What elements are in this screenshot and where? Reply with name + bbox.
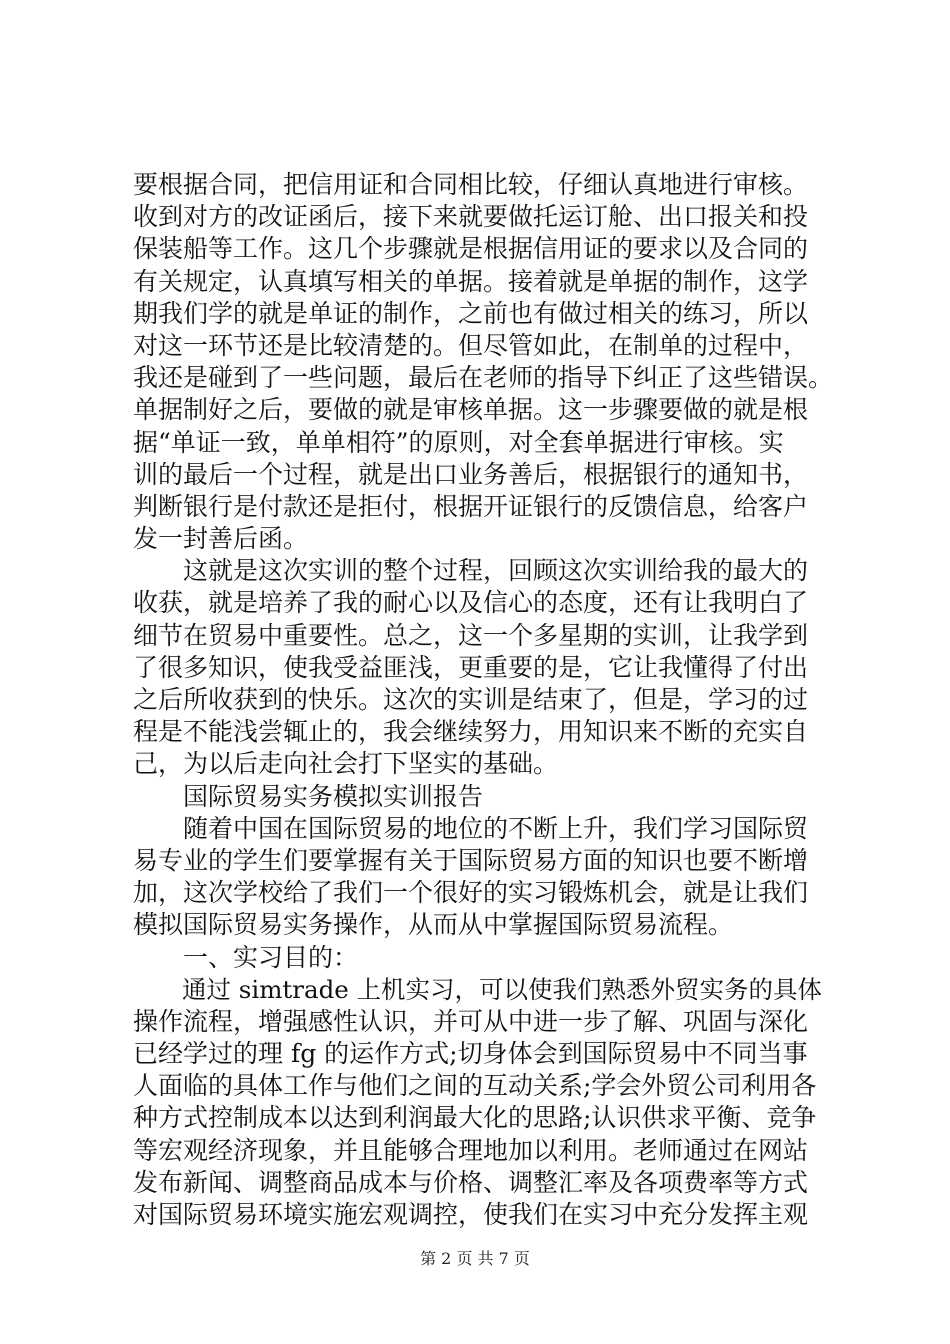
text-line: 程是不能浅尝辄止的，我会继续努力，用知识来不断的充实自 <box>133 717 809 747</box>
text-line: 保装船等工作。这几个步骤就是根据信用证的要求以及合同的 <box>133 234 809 264</box>
text-line: 要根据合同，把信用证和合同相比较，仔细认真地进行审核。 <box>133 170 809 199</box>
text-line: 模拟国际贸易实务操作，从而从中掌握国际贸易流程。 <box>133 910 734 940</box>
text-line: 收到对方的改证函后，接下来就要做托运订舱、出口报关和投 <box>133 202 809 232</box>
text-line: 国际贸易实务模拟实训报告 <box>133 781 484 811</box>
text-line: 一、实习目的： <box>133 942 359 972</box>
text-line: 已经学过的理 fg 的运作方式;切身体会到国际贸易中不同当事 <box>133 1039 808 1069</box>
text-line: 通过 simtrade 上机实习，可以使我们熟悉外贸实务的具体 <box>133 974 823 1004</box>
text-line: 我还是碰到了一些问题，最后在老师的指导下纠正了这些错误。 <box>133 363 834 393</box>
text-line: 易专业的学生们要掌握有关于国际贸易方面的知识也要不断增 <box>133 845 809 875</box>
text-line: 对这一环节还是比较清楚的。但尽管如此，在制单的过程中， <box>133 330 809 360</box>
text-line: 单据制好之后，要做的就是审核单据。这一步骤要做的就是根 <box>133 395 809 425</box>
text-line: 细节在贸易中重要性。总之，这一个多星期的实训，让我学到 <box>133 620 809 650</box>
text-line: 对国际贸易环境实施宏观调控，使我们在实习中充分发挥主观 <box>133 1200 809 1229</box>
text-line: 这就是这次实训的整个过程，回顾这次实训给我的最大的 <box>133 556 809 586</box>
text-line: 判断银行是付款还是拒付，根据开证银行的反馈信息，给客户 <box>133 491 809 521</box>
text-line: 己，为以后走向社会打下坚实的基础。 <box>133 749 559 779</box>
text-line: 据“单证一致，单单相符”的原则，对全套单据进行审核。实 <box>133 427 784 457</box>
text-line: 收获，就是培养了我的耐心以及信心的态度，还有让我明白了 <box>133 588 809 618</box>
text-line: 发一封善后函。 <box>133 524 309 554</box>
text-line: 之后所收获到的快乐。这次的实训是结束了，但是，学习的过 <box>133 685 809 714</box>
document-body <box>133 169 833 1231</box>
text-line: 发布新闻、调整商品成本与价格、调整汇率及各项费率等方式 <box>133 1167 809 1197</box>
text-line: 随着中国在国际贸易的地位的不断上升，我们学习国际贸 <box>133 813 809 843</box>
text-line: 人面临的具体工作与他们之间的互动关系;学会外贸公司利用各 <box>133 1071 817 1101</box>
text-line: 有关规定，认真填写相关的单据。接着就是单据的制作，这学 <box>133 266 809 296</box>
text-line: 操作流程，增强感性认识，并可从中进一步了解、巩固与深化 <box>133 1006 809 1036</box>
text-line: 种方式控制成本以达到利润最大化的思路;认识供求平衡、竞争 <box>133 1103 817 1133</box>
page-footer: 第 2 页 共 7 页 <box>420 1249 530 1268</box>
text-line: 训的最后一个过程，就是出口业务善后，根据银行的通知书， <box>133 459 809 489</box>
text-line: 了很多知识，使我受益匪浅，更重要的是，它让我懂得了付出 <box>133 652 809 682</box>
text-line: 等宏观经济现象，并且能够合理地加以利用。老师通过在网站 <box>133 1135 809 1165</box>
text-line: 期我们学的就是单证的制作，之前也有做过相关的练习，所以 <box>133 298 809 328</box>
text-line: 加，这次学校给了我们一个很好的实习锻炼机会，就是让我们 <box>133 878 809 908</box>
